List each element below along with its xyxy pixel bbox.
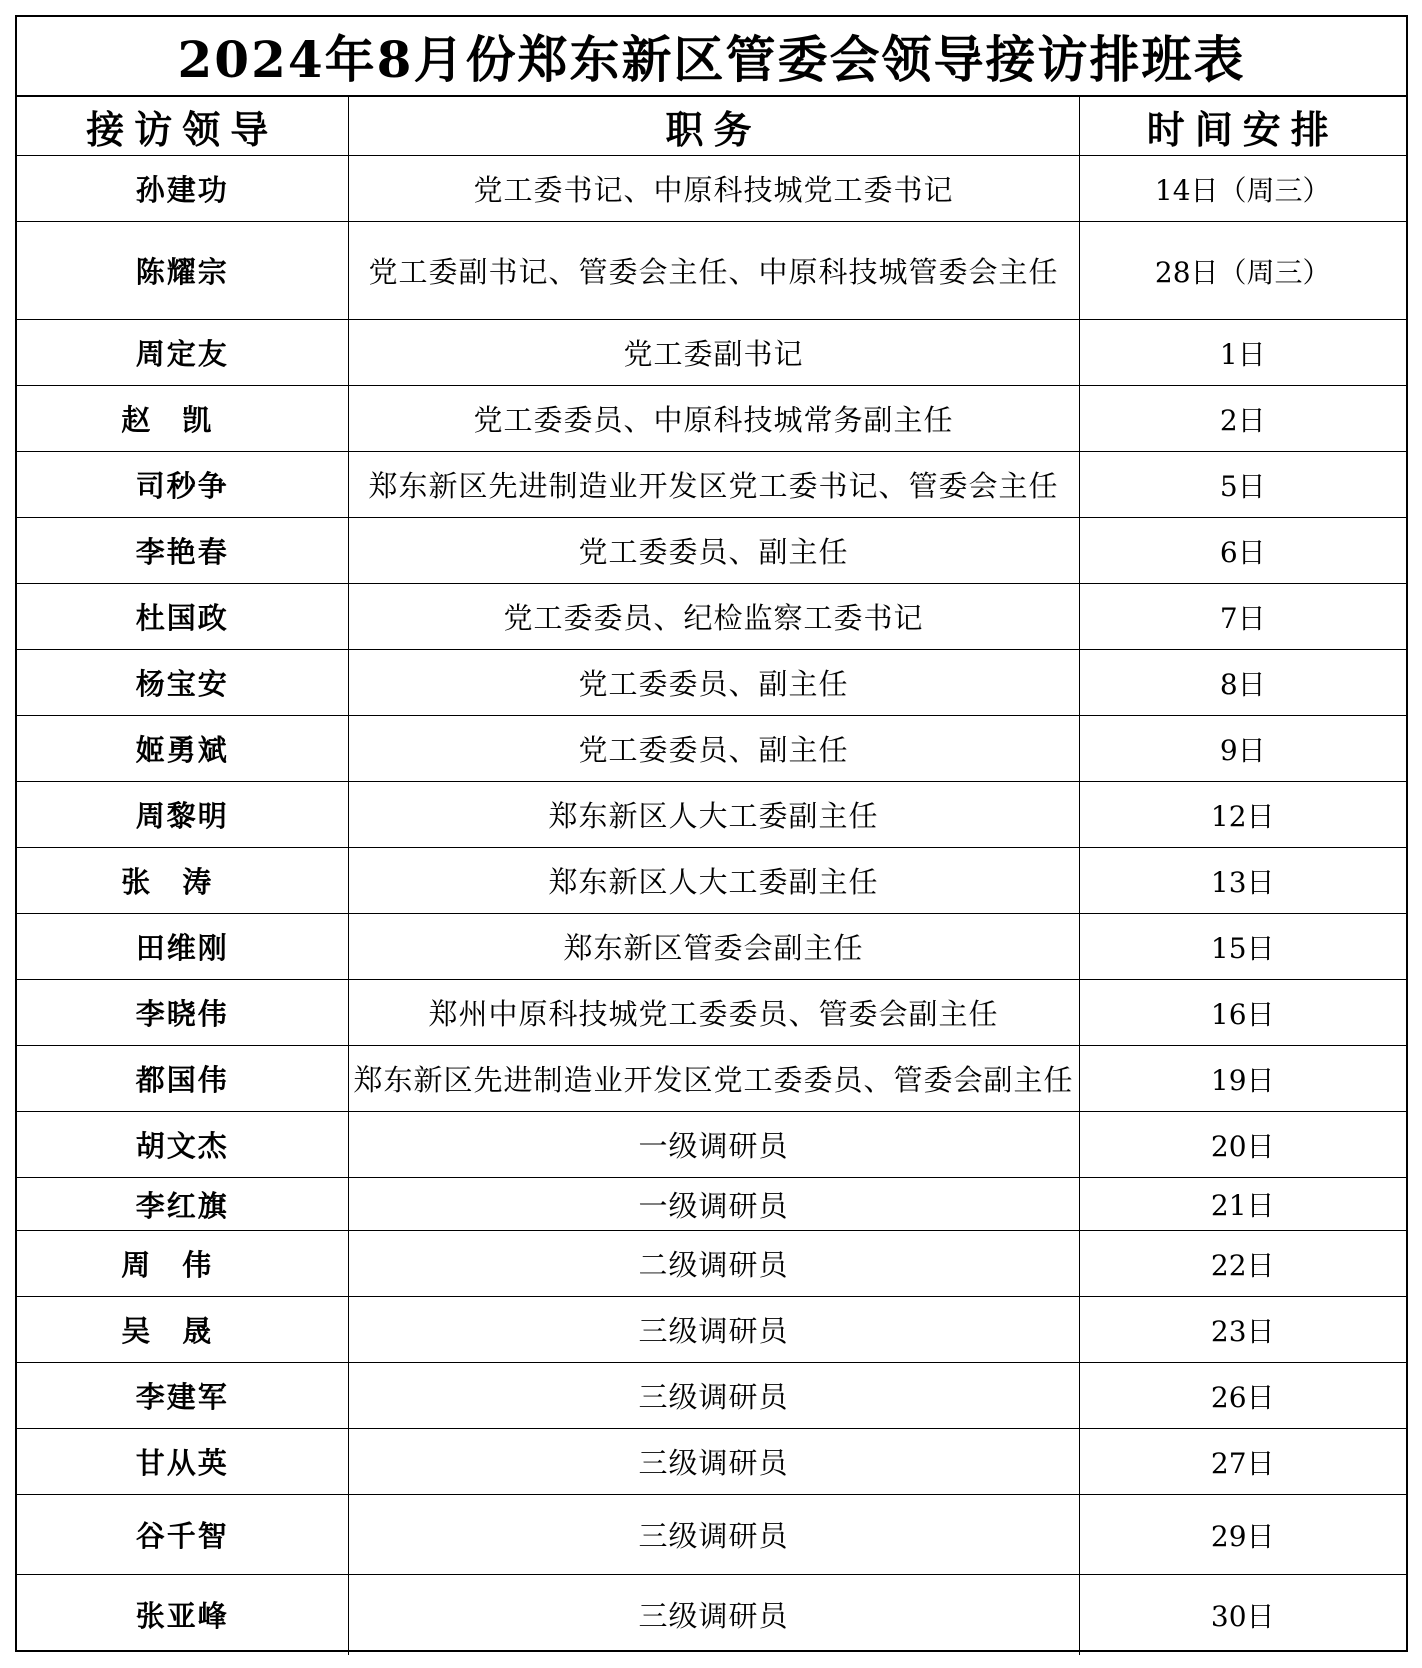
table-row (17, 518, 1406, 584)
leader-position: 党工委副书记 (348, 320, 1079, 386)
leader-position: 三级调研员 (348, 1363, 1079, 1429)
leader-position: 一级调研员 (348, 1112, 1079, 1178)
page-title: 2024年8月份郑东新区管委会领导接访排班表 (17, 17, 1406, 97)
table-row (17, 650, 1406, 716)
reception-date: 9日 (1079, 716, 1406, 782)
table-row (17, 452, 1406, 518)
leader-name: 周定友 (17, 320, 348, 386)
reception-date: 2日 (1079, 386, 1406, 452)
leader-position: 三级调研员 (348, 1297, 1079, 1363)
leader-name: 吴晟 (17, 1297, 348, 1363)
leader-position: 一级调研员 (348, 1178, 1079, 1231)
reception-date: 16日 (1079, 980, 1406, 1046)
leader-position: 党工委委员、纪检监察工委书记 (348, 584, 1079, 650)
reception-date: 13日 (1079, 848, 1406, 914)
leader-position: 郑东新区人大工委副主任 (348, 782, 1079, 848)
table-row (17, 848, 1406, 914)
table-row (17, 320, 1406, 386)
leader-name: 田维刚 (17, 914, 348, 980)
leader-position: 郑东新区管委会副主任 (348, 914, 1079, 980)
reception-date: 14日（周三） (1079, 156, 1406, 222)
reception-date: 29日 (1079, 1495, 1406, 1575)
table-row (17, 1297, 1406, 1363)
reception-date: 19日 (1079, 1046, 1406, 1112)
header-position: 职务 (348, 97, 1079, 156)
table-row (17, 584, 1406, 650)
reception-date: 21日 (1079, 1178, 1406, 1231)
reception-date: 23日 (1079, 1297, 1406, 1363)
schedule-table (17, 97, 1406, 1655)
reception-date: 8日 (1079, 650, 1406, 716)
header-time: 时间安排 (1079, 97, 1406, 156)
leader-position: 党工委书记、中原科技城党工委书记 (348, 156, 1079, 222)
leader-position: 党工委委员、副主任 (348, 716, 1079, 782)
leader-position: 二级调研员 (348, 1231, 1079, 1297)
table-row (17, 1495, 1406, 1575)
reception-date: 5日 (1079, 452, 1406, 518)
leader-name: 孙建功 (17, 156, 348, 222)
table-row (17, 1178, 1406, 1231)
leader-position: 三级调研员 (348, 1495, 1079, 1575)
leader-name: 李红旗 (17, 1178, 348, 1231)
leader-name: 司秒争 (17, 452, 348, 518)
leader-name: 周黎明 (17, 782, 348, 848)
leader-position: 党工委委员、副主任 (348, 650, 1079, 716)
table-row (17, 1575, 1406, 1655)
table-row (17, 1112, 1406, 1178)
reception-date: 27日 (1079, 1429, 1406, 1495)
table-row (17, 1231, 1406, 1297)
leader-position: 三级调研员 (348, 1575, 1079, 1655)
leader-name: 张亚峰 (17, 1575, 348, 1655)
leader-position: 郑东新区人大工委副主任 (348, 848, 1079, 914)
reception-date: 7日 (1079, 584, 1406, 650)
reception-date: 30日 (1079, 1575, 1406, 1655)
table-row (17, 156, 1406, 222)
reception-date: 20日 (1079, 1112, 1406, 1178)
table-row (17, 914, 1406, 980)
reception-date: 28日（周三） (1079, 222, 1406, 320)
reception-date: 26日 (1079, 1363, 1406, 1429)
reception-date: 1日 (1079, 320, 1406, 386)
table-row (17, 1046, 1406, 1112)
reception-date: 15日 (1079, 914, 1406, 980)
leader-name: 杜国政 (17, 584, 348, 650)
leader-name: 甘从英 (17, 1429, 348, 1495)
leader-name: 李晓伟 (17, 980, 348, 1046)
table-row (17, 1429, 1406, 1495)
reception-date: 6日 (1079, 518, 1406, 584)
leader-name: 赵凯 (17, 386, 348, 452)
table-row (17, 782, 1406, 848)
schedule-sheet (15, 15, 1408, 1652)
leader-name: 李艳春 (17, 518, 348, 584)
table-row (17, 1363, 1406, 1429)
table-row (17, 222, 1406, 320)
leader-position: 党工委委员、副主任 (348, 518, 1079, 584)
leader-position: 郑州中原科技城党工委委员、管委会副主任 (348, 980, 1079, 1046)
leader-name: 都国伟 (17, 1046, 348, 1112)
leader-position: 郑东新区先进制造业开发区党工委委员、管委会副主任 (348, 1046, 1079, 1112)
leader-name: 张涛 (17, 848, 348, 914)
leader-position: 郑东新区先进制造业开发区党工委书记、管委会主任 (348, 452, 1079, 518)
header-row (17, 97, 1406, 156)
table-row (17, 716, 1406, 782)
leader-name: 姬勇斌 (17, 716, 348, 782)
leader-name: 胡文杰 (17, 1112, 348, 1178)
table-row (17, 980, 1406, 1046)
leader-position: 党工委委员、中原科技城常务副主任 (348, 386, 1079, 452)
header-leader: 接访领导 (17, 97, 348, 156)
reception-date: 12日 (1079, 782, 1406, 848)
reception-date: 22日 (1079, 1231, 1406, 1297)
leader-name: 陈耀宗 (17, 222, 348, 320)
leader-name: 谷千智 (17, 1495, 348, 1575)
leader-name: 李建军 (17, 1363, 348, 1429)
leader-position: 党工委副书记、管委会主任、中原科技城管委会主任 (348, 222, 1079, 320)
table-row (17, 386, 1406, 452)
leader-position: 三级调研员 (348, 1429, 1079, 1495)
leader-name: 杨宝安 (17, 650, 348, 716)
leader-name: 周伟 (17, 1231, 348, 1297)
